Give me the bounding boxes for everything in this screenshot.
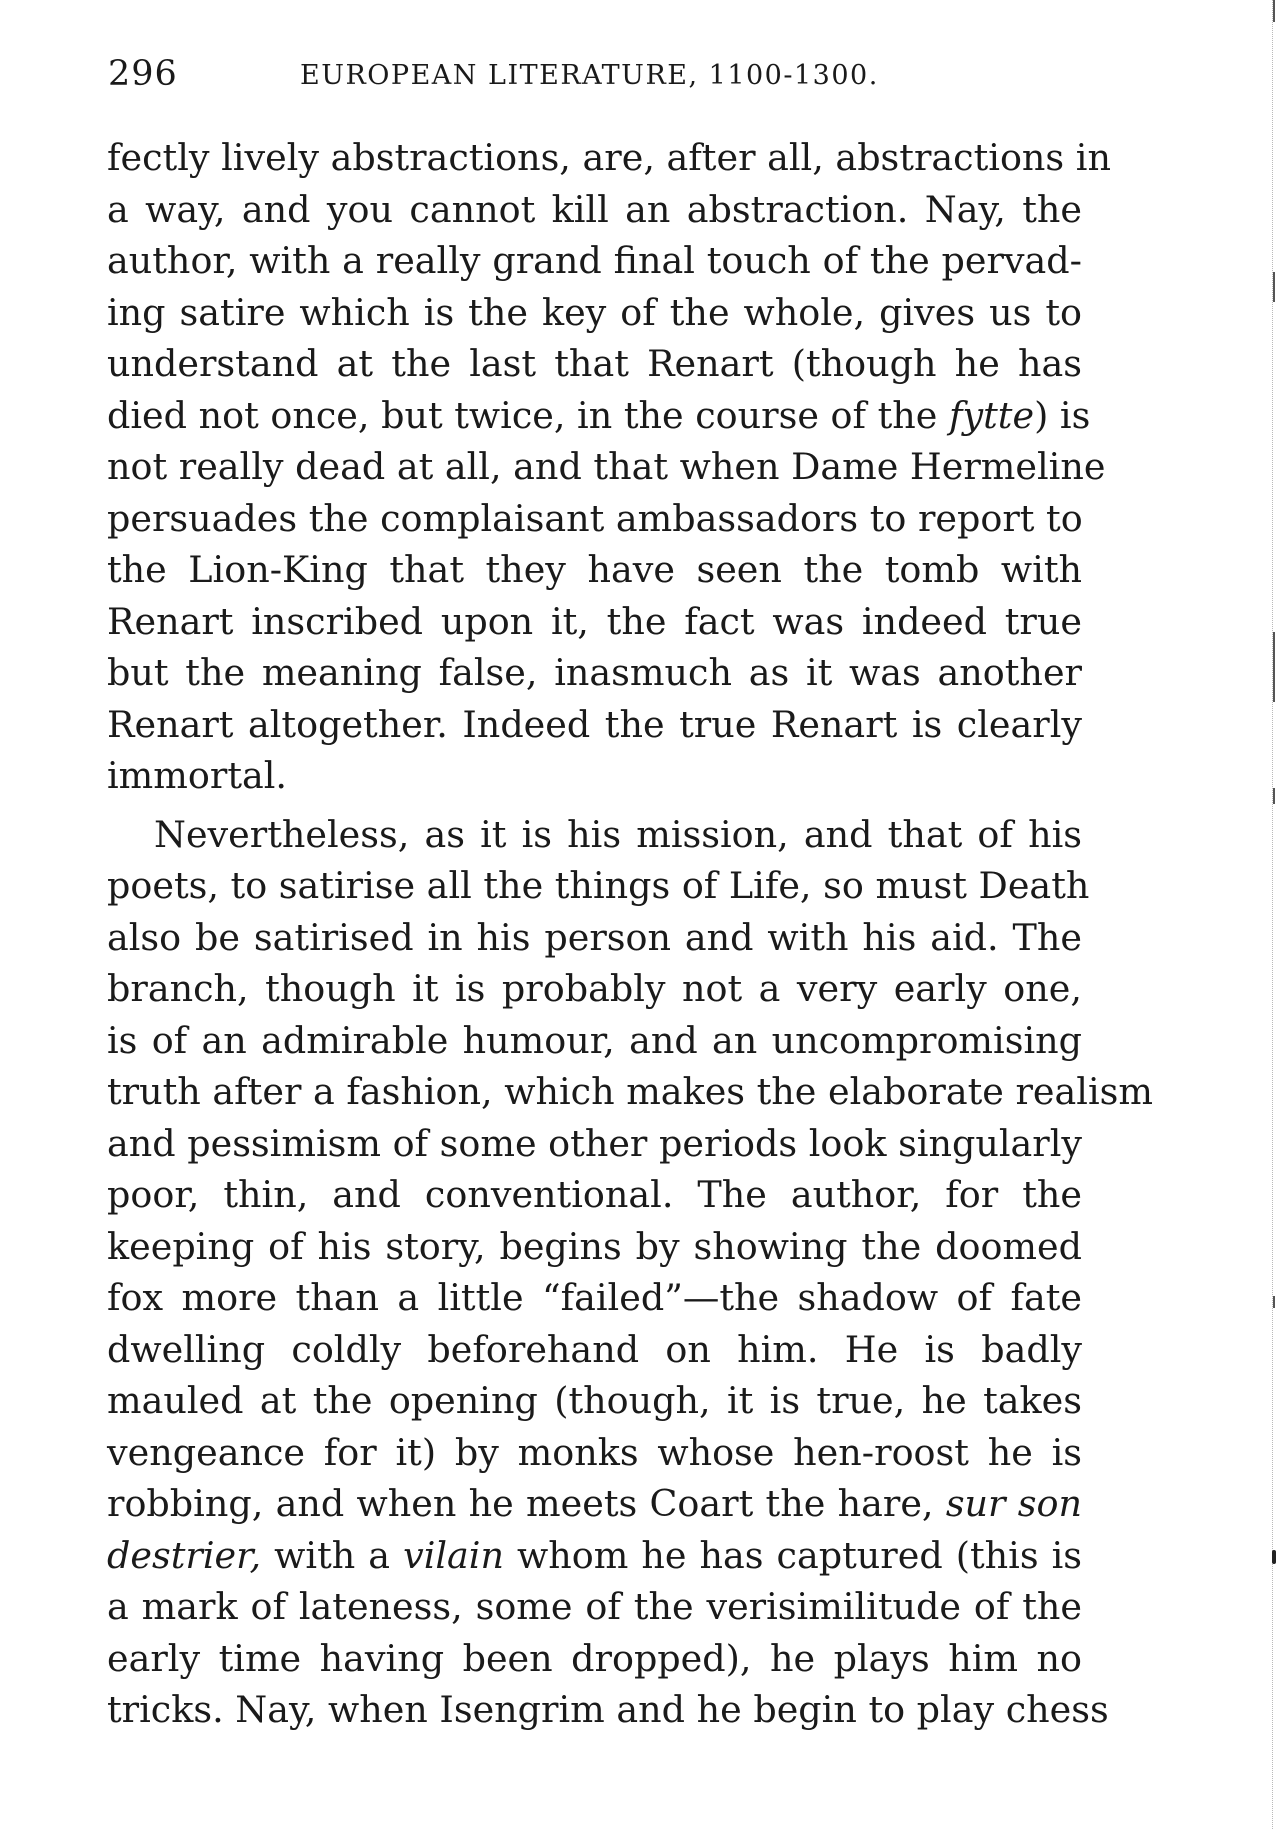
page-number: 296 <box>108 54 178 94</box>
text-line: the Lion-King that they have seen the tomb with <box>107 548 1082 591</box>
paragraph-1 <box>107 132 1111 802</box>
text-line: not really dead at all, and that when Dame Hermeline <box>107 445 1106 488</box>
text-line: fectly lively abstractions, are, after all, abstractions in <box>107 136 1111 179</box>
italic-word: vilain <box>403 1533 504 1577</box>
text-line: and pessimism of some other periods look singularly <box>107 1121 1083 1165</box>
text-line: Nevertheless, as it is his mission, and that of his <box>154 812 1082 856</box>
text-span: whom he has captured (this is <box>504 1533 1082 1577</box>
text-span: with a <box>261 1533 404 1577</box>
text-line: persuades the complaisant ambassadors to report to <box>107 496 1083 540</box>
text-line: branch, though it is probably not a very early one, <box>107 967 1082 1010</box>
text-line <box>107 1478 1082 1530</box>
running-title: EUROPEAN LITERATURE, 1100-1300. <box>300 60 879 91</box>
margin-mark <box>1272 1550 1276 1564</box>
italic-word: fytte <box>949 393 1035 437</box>
text-line: a way, and you cannot kill an abstraction. Nay, the <box>107 187 1082 231</box>
text-line: truth after a fashion, which makes the elaborate realism <box>107 1070 1153 1113</box>
text-line: keeping of his story, begins by showing the doomed <box>107 1224 1082 1268</box>
text-line: early time having been dropped), he plays him no <box>107 1636 1082 1680</box>
text-line: but the meaning false, inasmuch as it was another <box>107 651 1082 694</box>
text-line: fox more than a little “failed”—the shadow of fate <box>107 1276 1082 1319</box>
text-line: poor, thin, and conventional. The author, for the <box>107 1173 1082 1216</box>
italic-word: destrier, <box>107 1533 262 1577</box>
text-line: dwelling coldly beforehand on him. He is badly <box>107 1327 1082 1371</box>
text-line <box>107 390 1091 442</box>
text-line <box>107 1530 1082 1582</box>
margin-mark <box>1273 272 1275 302</box>
text-line: understand at the last that Renart (though he has <box>107 342 1082 385</box>
italic-phrase: sur son <box>945 1482 1082 1525</box>
text-line: mauled at the opening (though, it is true, he takes <box>107 1379 1082 1422</box>
text-line: a mark of lateness, some of the verisimilitude of the <box>107 1585 1082 1628</box>
text-line: is of an admirable humour, and an uncompromising <box>107 1018 1082 1062</box>
text-line: author, with a really grand final touch of the pervad- <box>107 239 1082 282</box>
body-text <box>107 132 1153 1736</box>
paragraph-2 <box>107 809 1153 1736</box>
text-line: Renart altogether. Indeed the true Renart is clearly <box>107 702 1082 746</box>
margin-mark <box>1273 632 1275 702</box>
text-line: Renart inscribed upon it, the fact was indeed true <box>107 599 1082 643</box>
text-line: immortal. <box>107 754 288 797</box>
text-line: poets, to satirise all the things of Life, so must Death <box>107 864 1090 907</box>
margin-mark <box>1273 0 1275 22</box>
text-line: vengeance for it) by monks whose hen-roost he is <box>107 1430 1082 1474</box>
text-line: also be satirised in his person and with his aid. The <box>107 915 1082 959</box>
text-span: died not once, but twice, in the course of the <box>107 393 949 437</box>
margin-mark <box>1273 788 1275 804</box>
text-span: robbing, and when he meets Coart the hare, <box>107 1482 946 1525</box>
margin-mark <box>1273 1296 1275 1308</box>
text-line: tricks. Nay, when Isengrim and he begin to play chess <box>107 1688 1109 1731</box>
text-line: ing satire which is the key of the whole, gives us to <box>107 290 1082 334</box>
text-span: ) is <box>1034 393 1091 437</box>
